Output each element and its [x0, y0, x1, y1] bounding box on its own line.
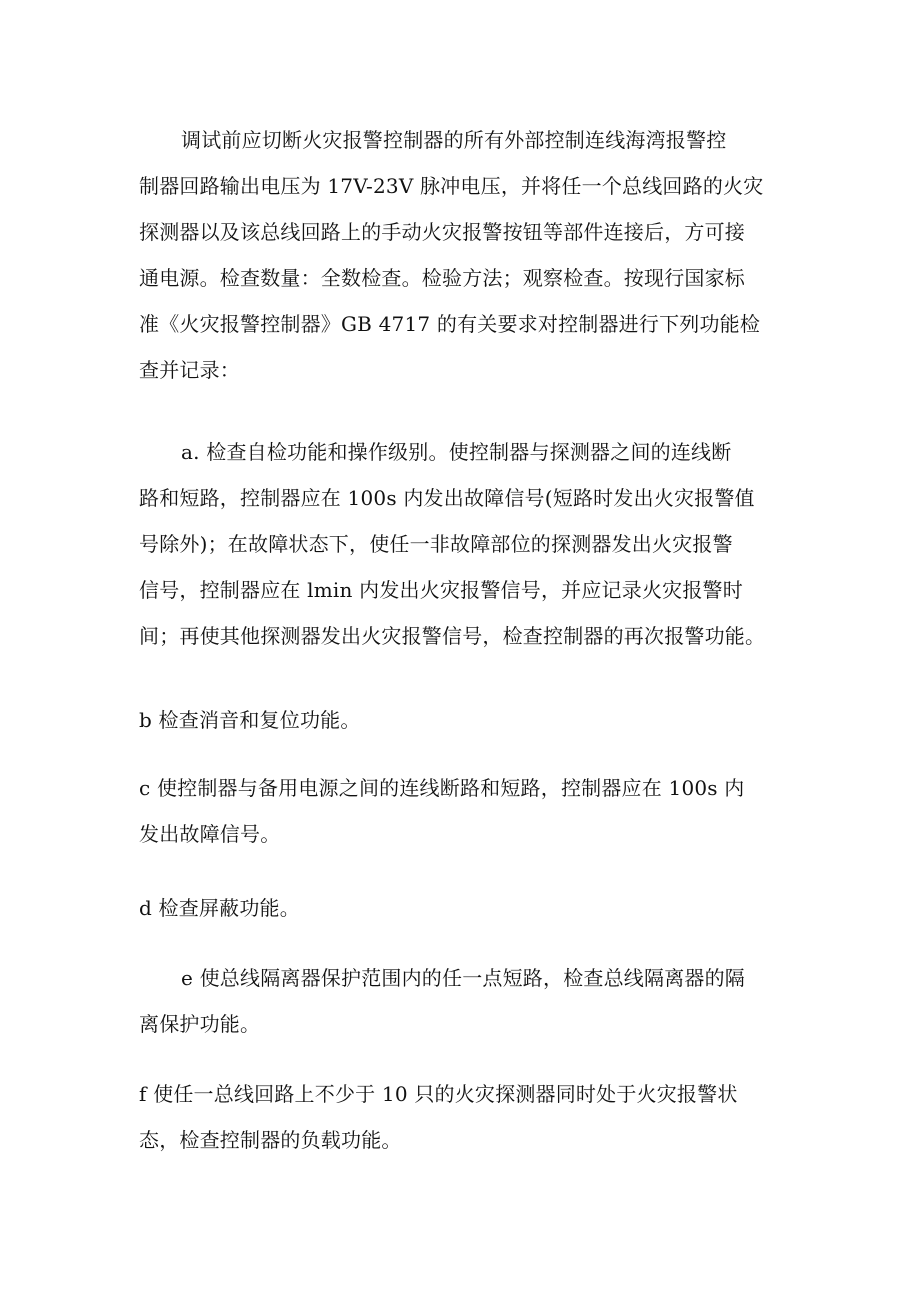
paragraph-line: e 使总线隔离器保护范围内的任一点短路，检查总线隔离器的隔 [181, 966, 745, 990]
paragraph-line: 制器回路输出电压为 17V-23V 脉冲电压，并将任一个总线回路的火灾 [139, 174, 764, 198]
paragraph-line: f 使任一总线回路上不少于 10 只的火灾探测器同时处于火灾报警状 [139, 1082, 738, 1106]
item-b-paragraph [139, 697, 789, 743]
item-e-paragraph [139, 955, 789, 1047]
intro-paragraph [139, 117, 789, 393]
paragraph-line: b 检查消音和复位功能。 [139, 708, 361, 732]
item-c-paragraph [139, 765, 789, 857]
paragraph-line: c 使控制器与备用电源之间的连线断路和短路，控制器应在 100s 内 [139, 776, 745, 800]
paragraph-line: 调试前应切断火灾报警控制器的所有外部控制连线海湾报警控 [181, 128, 727, 152]
paragraph-line: 查并记录： [139, 358, 240, 382]
paragraph-line: 探测器以及该总线回路上的手动火灾报警按钮等部件连接后，方可接 [139, 220, 745, 244]
item-d-paragraph [139, 885, 789, 931]
paragraph-line: 离保护功能。 [139, 1012, 261, 1036]
paragraph-line: 准《火灾报警控制器》GB 4717 的有关要求对控制器进行下列功能检 [139, 312, 761, 336]
paragraph-line: d 检查屏蔽功能。 [139, 896, 300, 920]
paragraph-line: 发出故障信号。 [139, 822, 281, 846]
paragraph-line: 号除外)；在故障状态下，使任一非故障部位的探测器发出火灾报警 [139, 532, 733, 556]
item-a-paragraph [139, 429, 789, 659]
paragraph-line: 信号，控制器应在 lmin 内发出火灾报警信号，并应记录火灾报警时 [139, 578, 743, 602]
paragraph-line: 态，检查控制器的负载功能。 [139, 1128, 402, 1152]
paragraph-line: 路和短路，控制器应在 100s 内发出故障信号(短路时发出火灾报警值 [139, 486, 755, 510]
paragraph-line: 通电源。检查数量：全数检查。检验方法；观察检查。按现行国家标 [139, 266, 745, 290]
item-f-paragraph [139, 1071, 789, 1163]
paragraph-line: a. 检查自检功能和操作级别。使控制器与探测器之间的连线断 [181, 440, 732, 464]
paragraph-line: 间；再使其他探测器发出火灾报警信号，检查控制器的再次报警功能。 [139, 624, 766, 648]
